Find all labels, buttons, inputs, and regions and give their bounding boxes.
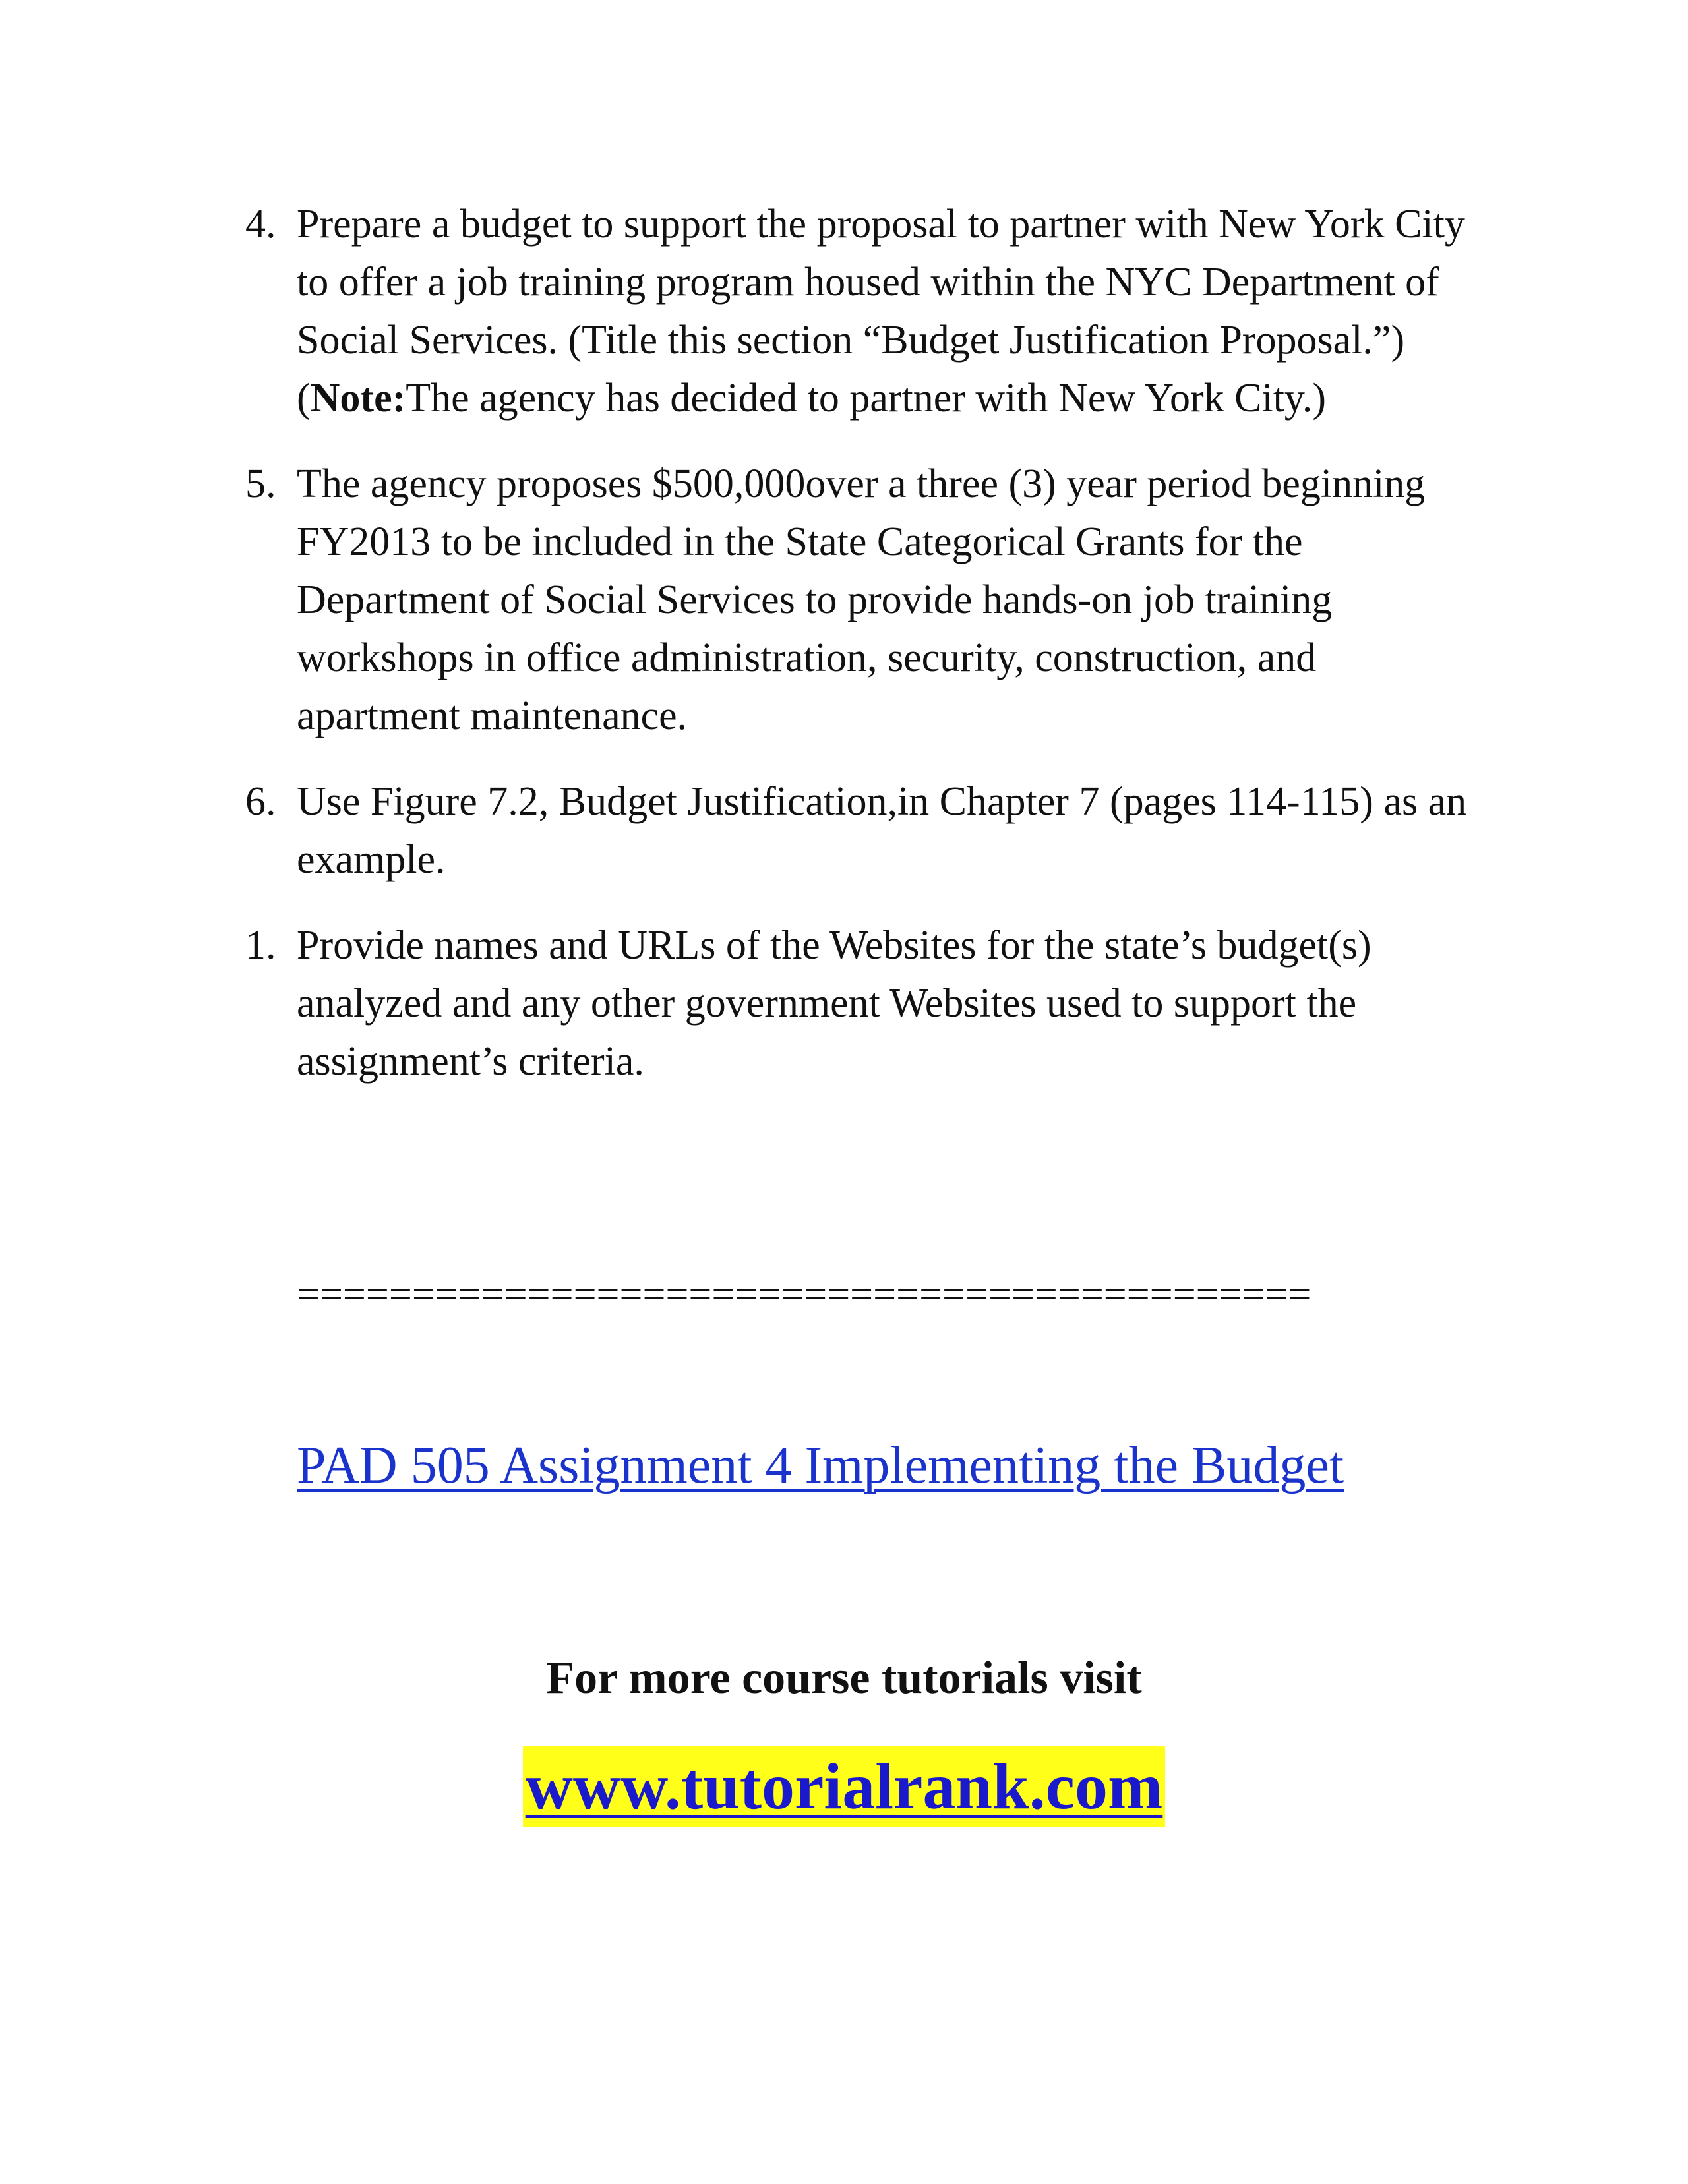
list-item-5: [245, 455, 1485, 745]
site-link-container: [0, 1746, 1688, 1827]
list-item-text: Use Figure 7.2, Budget Justification,in Chapter 7 (pages 114-115) as an example.: [297, 779, 1467, 882]
list-item-number: 1.: [245, 923, 276, 968]
list-item-number: 4.: [245, 202, 276, 247]
note-label: Note:: [310, 376, 406, 421]
list-item-number: 5.: [245, 461, 276, 506]
list-item-1: [245, 916, 1485, 1090]
list-item-4: [245, 195, 1485, 427]
list-item-text: Provide names and URLs of the Websites for the state’s budget(s) analyzed and any other government Websites used to support the assignment’s criteria.: [297, 923, 1372, 1084]
instruction-list: [245, 195, 1485, 1118]
list-item-text-before-note: Prepare a budget to support the proposal to partner with New York City to offer a job training program housed within the NYC Department of Social Services. (Title this section “Budget Justification Proposal.”) (: [297, 202, 1465, 421]
list-item-text: The agency proposes $500,000over a three (3) year period beginning FY2013 to be included in the State Categorical Grants for the Department of Social Services to provide hands-on job training workshops in office administration, security, construction, and apartment maintenance.: [297, 461, 1426, 738]
list-item-6: [245, 773, 1485, 889]
list-item-text: [297, 195, 1485, 427]
assignment-link[interactable]: PAD 505 Assignment 4 Implementing the Budget: [297, 1436, 1344, 1494]
list-item-number: 6.: [245, 779, 276, 824]
visit-text: For more course tutorials visit: [546, 1653, 1142, 1703]
list-item-text-after-note: The agency has decided to partner with New York City.): [406, 376, 1327, 421]
separator-line: ============================================: [297, 1272, 1311, 1317]
site-link[interactable]: www.tutorialrank.com: [523, 1746, 1166, 1827]
